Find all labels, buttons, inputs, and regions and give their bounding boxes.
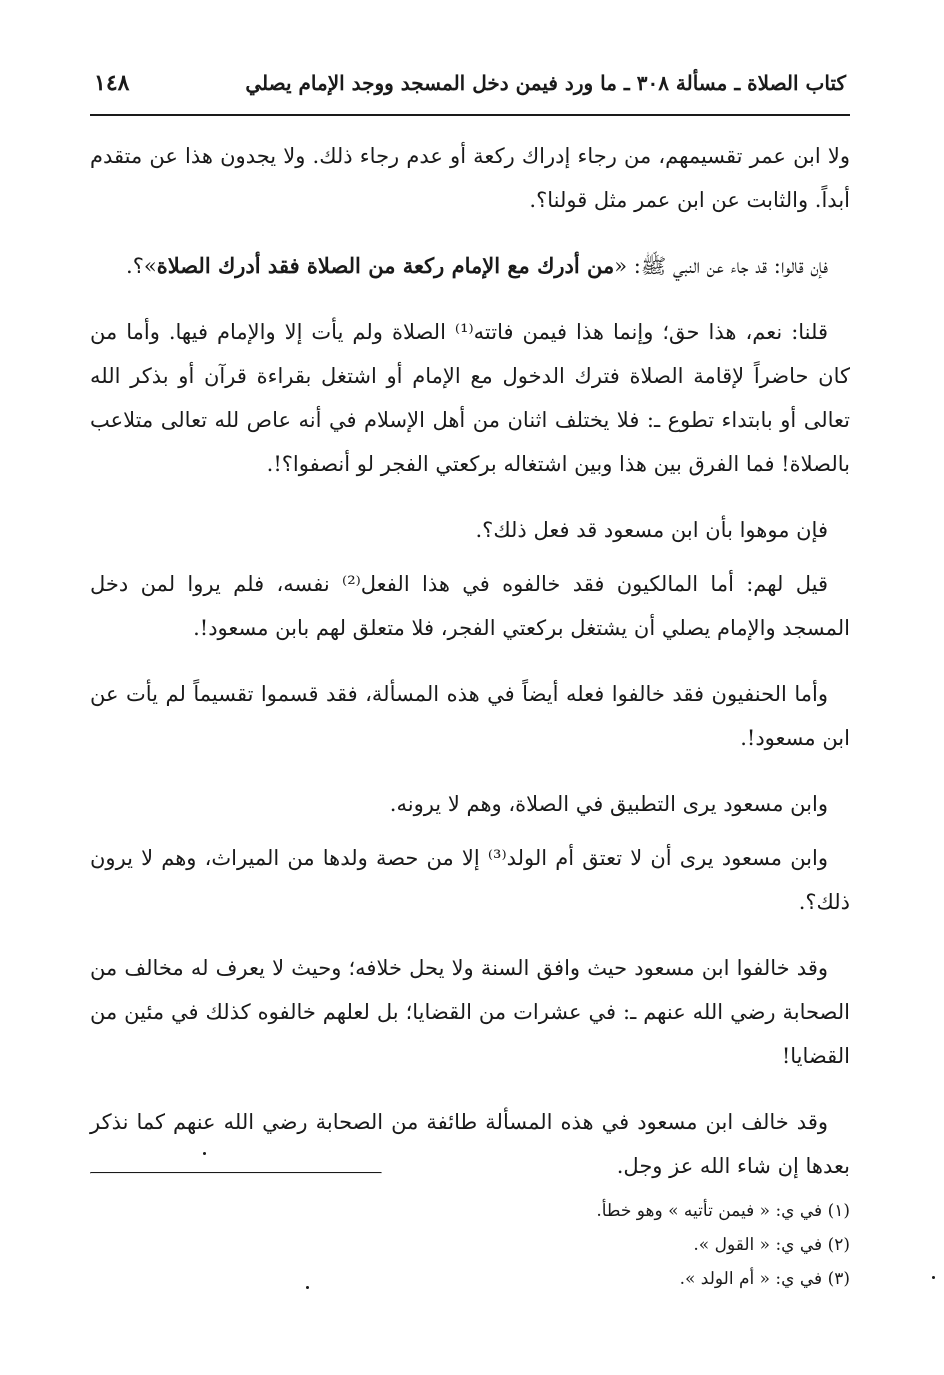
paragraph: قلنا: نعم، هذا حق؛ وإنما هذا فيمن فاتته⁽¹⁾ الصلاة ولم يأت إلا والإمام فيها. وأما من كان حاضراً لإقامة الصلاة فترك الدخول مع الإمام أو اشتغل بقراءة قرآن أو بذكر الله تعالى أو بابتداء تطوع ـ: فلا يختلف اثنان من أهل الإسلام في أنه عاص لله تعالى متلاعب بالصلاة! فما الفرق بين هذا وبين اشتغاله بركعتي الفجر لو أنصفوا؟!. xyxy=(90,320,850,476)
paragraph-text: فإن قالوا: قد جاء عن النبي ﷺ: « xyxy=(614,254,828,278)
book-page xyxy=(90,70,850,1198)
page-number: ١٤٨ xyxy=(94,70,130,96)
scan-speck xyxy=(306,1286,309,1289)
paragraph: وقد خالفوا ابن مسعود حيث وافق السنة ولا يحل خلافه؛ وحيث لا يعرف له مخالف من الصحابة رضي الله عنهم ـ: في عشرات من القضايا؛ بل لعلهم خالفوه كذلك في مئين من القضايا! xyxy=(90,956,850,1068)
hadith-quote: من أدرك مع الإمام ركعة من الصلاة فقد أدرك الصلاة xyxy=(156,253,615,278)
running-header xyxy=(90,70,850,116)
footnotes xyxy=(150,1194,850,1296)
paragraph: وابن مسعود يرى أن لا تعتق أم الولد⁽³⁾ إلا من حصة ولدها من الميراث، وهم لا يرون ذلك؟. xyxy=(90,846,850,914)
paragraph-text: »؟. xyxy=(126,254,157,278)
footnote-separator xyxy=(90,1172,382,1174)
footnote: (٢) في ي: « القول ». xyxy=(693,1235,850,1255)
scan-speck xyxy=(203,1152,206,1155)
paragraph-hadith xyxy=(90,244,850,288)
paragraph: ولا ابن عمر تقسيمهم، من رجاء إدراك ركعة أو عدم رجاء ذلك. ولا يجدون هذا عن متقدم أبداً. والثابت عن ابن عمر مثل قولنا؟. xyxy=(90,144,850,212)
main-text xyxy=(90,134,850,1188)
paragraph: وقد خالف ابن مسعود في هذه المسألة طائفة من الصحابة رضي الله عنهم كما نذكر بعدها إن شاء الله عز وجل. xyxy=(90,1110,850,1178)
scan-speck xyxy=(932,1276,935,1279)
running-header-title: كتاب الصلاة ـ مسألة ٣٠٨ ـ ما ورد فيمن دخل المسجد ووجد الإمام يصلي xyxy=(245,71,846,95)
footnote: (٣) في ي: « أم الولد ». xyxy=(679,1269,850,1289)
paragraph: قيل لهم: أما المالكيون فقد خالفوه في هذا الفعل⁽²⁾ نفسه، فلم يروا لمن دخل المسجد والإمام يصلي أن يشتغل بركعتي الفجر، فلا متعلق لهم بابن مسعود!. xyxy=(90,572,850,640)
paragraph: فإن موهوا بأن ابن مسعود قد فعل ذلك؟. xyxy=(475,518,828,542)
paragraph: وابن مسعود يرى التطبيق في الصلاة، وهم لا يرونه. xyxy=(389,792,828,816)
paragraph: وأما الحنفيون فقد خالفوا فعله أيضاً في هذه المسألة، فقد قسموا تقسيماً لم يأت عن ابن مسعود!. xyxy=(90,682,850,750)
footnote: (١) في ي: « فيمن تأتيه » وهو خطأ. xyxy=(596,1201,850,1221)
